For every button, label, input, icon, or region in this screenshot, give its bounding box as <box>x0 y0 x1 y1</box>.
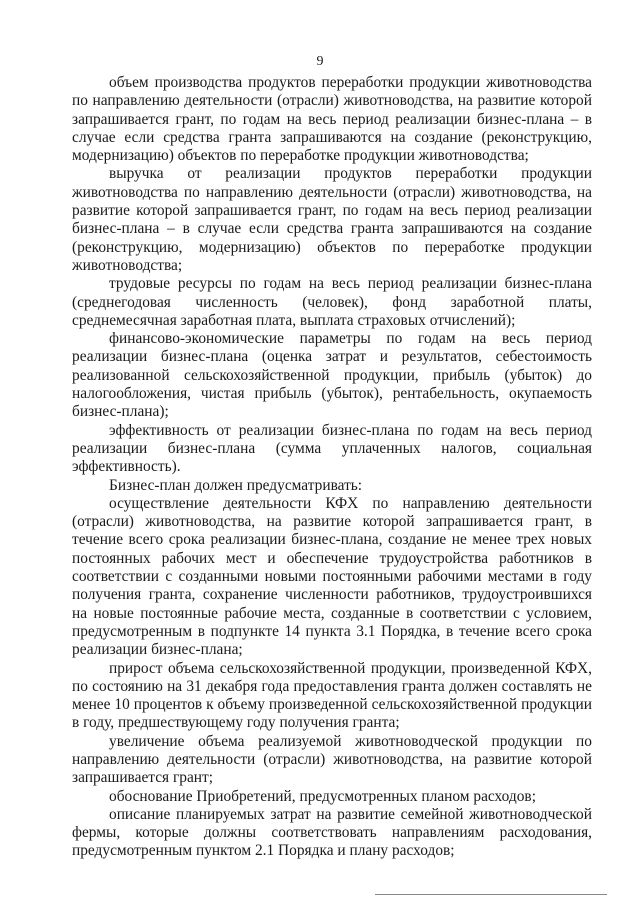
document-body <box>72 74 592 861</box>
paragraph-revenue: выручка от реализации продуктов переработки продукции животноводства по направлению деятельности (отрасли) животноводства, на развитие которой запрашивается грант, по годам на весь период реализации бизнес-плана – в случае если средства гранта запрашиваются на создание (реконструкцию, модернизацию) объектов по переработке продукции животноводства; <box>72 165 592 274</box>
paragraph-sales-increase: увеличение объема реализуемой животноводческой продукции по направлению деятельности (отрасли) животноводства, на развитие которой запрашивается грант; <box>72 732 592 787</box>
paragraph-kfh-activity: осуществление деятельности КФХ по направлению деятельности (отрасли) животноводства, на развитие которой запрашивается грант, в течение всего срока реализации бизнес-плана, создание не менее трех новых постоянных рабочих мест и обеспечение трудоустройства работников в соответствии с созданными новыми постоянными рабочими местами в году получения гранта, сохранение численности работников, трудоустроившихся на новые постоянные рабочие места, созданные в соответствии с условием, предусмотренным в подпункте 14 пункта 3.1 Порядка, в течение всего срока реализации бизнес-плана; <box>72 494 592 659</box>
page-number: 9 <box>316 54 324 69</box>
bottom-divider <box>375 894 607 895</box>
paragraph-efficiency: эффективность от реализации бизнес-плана по годам на весь период реализации бизнес-плана (сумма уплаченных налогов, социальная эффективность). <box>72 421 592 476</box>
paragraph-business-plan-intro: Бизнес-план должен предусматривать: <box>109 476 363 494</box>
paragraph-labor-resources: трудовые ресурсы по годам на весь период реализации бизнес-плана (среднегодовая численность (человек), фонд заработной платы, среднемесячная заработная плата, выплата страховых отчислений); <box>72 275 592 329</box>
paragraph-planned-costs: описание планируемых затрат на развитие семейной животноводческой фермы, которые должны соответствовать направлениям расходования, предусмотренным пунктом 2.1 Порядка и плану расходов; <box>72 805 592 860</box>
paragraph-production-growth: прирост объема сельскохозяйственной продукции, произведенной КФХ, по состоянию на 31 декабря года предоставления гранта должен составлять не менее 10 процентов к объему произведенной сельскохозяйственной продукции в году, предшествующему году получения гранта; <box>72 659 592 732</box>
paragraph-processing-volume: объем производства продуктов переработки продукции животноводства по направлению деятельности (отрасли) животноводства, на развитие которой запрашивается грант, по годам на весь период реализации бизнес-плана – в случае если средства гранта запрашиваются на создание (реконструкцию, модернизацию) объектов по переработке продукции животноводства; <box>72 74 592 165</box>
paragraph-financial-parameters: финансово-экономические параметры по годам на весь период реализации бизнес-плана (оценка затрат и результатов, себестоимость реализованной сельскохозяйственной продукции, прибыль (убыток) до налогообложения, чистая прибыль (убыток), рентабельность, окупаемость бизнес-плана); <box>72 330 592 421</box>
paragraph-acquisitions-justification: обоснование Приобретений, предусмотренных планом расходов; <box>109 787 536 805</box>
